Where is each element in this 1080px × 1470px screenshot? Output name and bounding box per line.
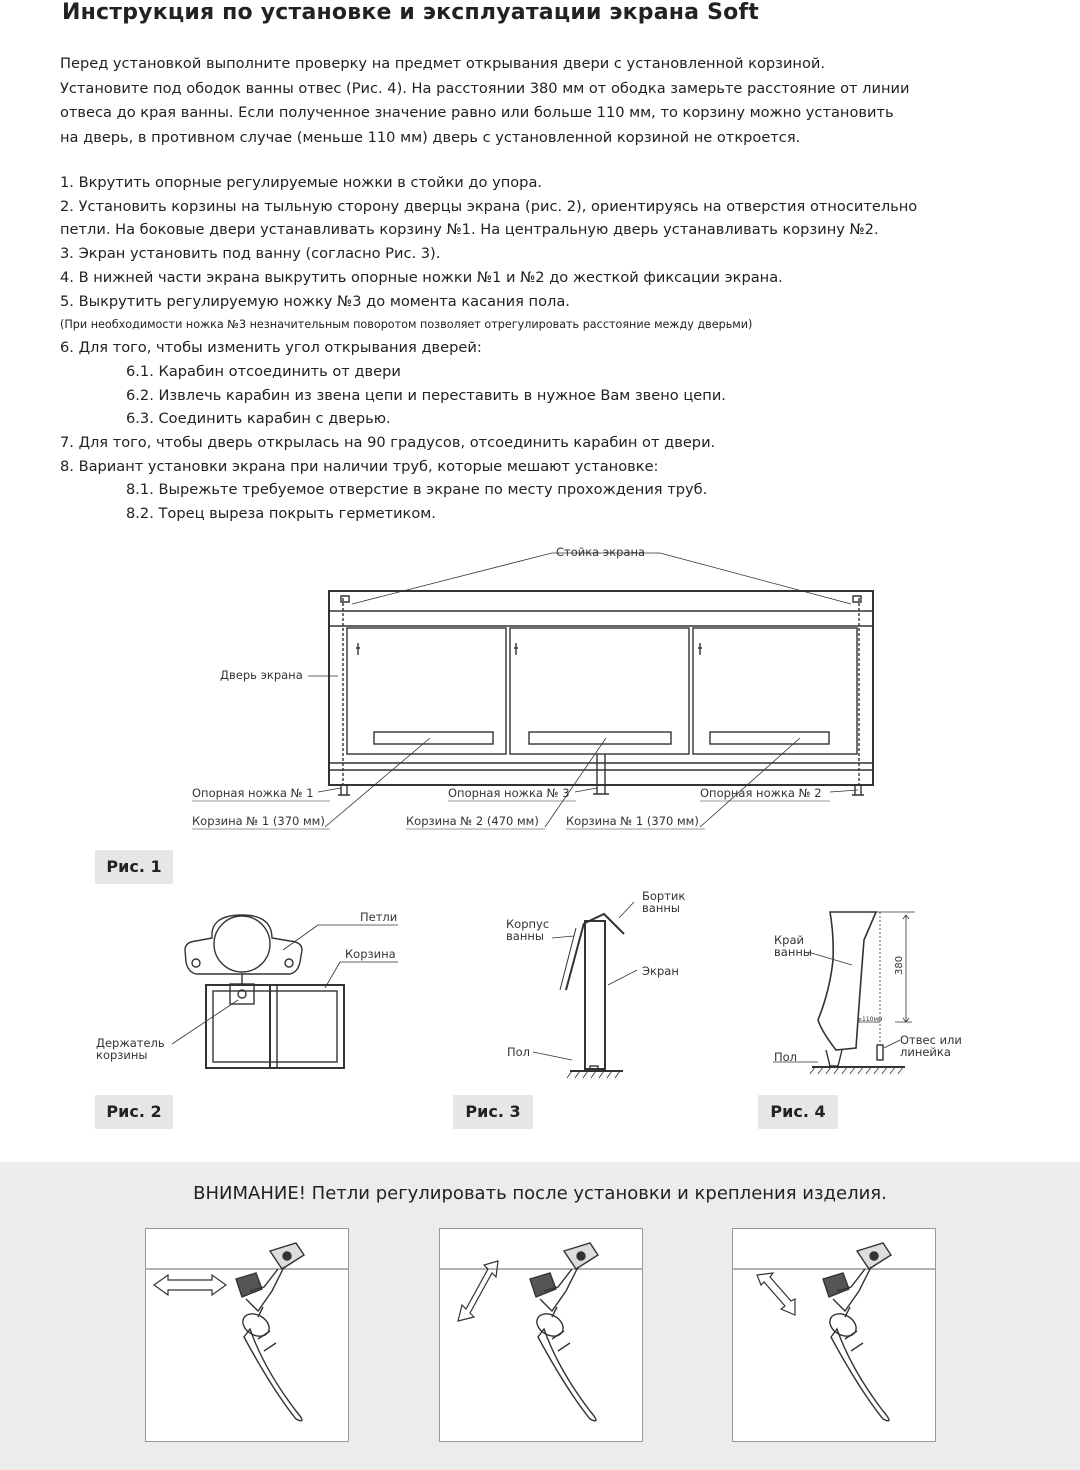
- label-basket-1-left: Корзина № 1 (370 мм): [192, 814, 325, 828]
- label-floor-4: Пол: [774, 1050, 798, 1064]
- step-3: 3. Экран установить под ванну (согласно Рис. 3).: [60, 245, 441, 263]
- step-8-1: 8.1. Вырежьте требуемое отверстие в экране по месту прохождения труб.: [126, 481, 708, 499]
- label-basket-holder: Держатель корзины: [96, 1036, 165, 1062]
- step-6-3: 6.3. Соединить карабин с дверью.: [126, 410, 391, 428]
- hinge-adjust-horizontal: [145, 1228, 349, 1442]
- intro-line: отвеса до края ванны. Если полученное значение равно или больше 110 мм, то корзину можно установить: [60, 104, 894, 121]
- warning-text: ВНИМАНИЕ! Петли регулировать после установки и крепления изделия.: [193, 1183, 887, 1204]
- step-2: 2. Установить корзины на тыльную сторону дверцы экрана (рис. 2), ориентируясь на отверстия относительно: [60, 197, 918, 215]
- label-bath-edge: Край ванны: [774, 933, 812, 959]
- label-hinges: Петли: [360, 910, 398, 924]
- label-leg-2: Опорная ножка № 2: [700, 786, 822, 800]
- label-bath-body: Корпус ванны: [506, 917, 550, 943]
- label-stand: Стойка экрана: [556, 545, 646, 559]
- label-basket: Корзина: [345, 947, 396, 961]
- label-leg-1: Опорная ножка № 1: [192, 786, 314, 800]
- fig4-caption: Рис. 4: [758, 1095, 838, 1129]
- intro-line: на дверь, в противном случае (меньше 110 мм) дверь с установленной корзиной не откроется.: [60, 128, 801, 146]
- hinge-icon: [823, 1243, 891, 1421]
- hinge-icon: [530, 1243, 598, 1421]
- step-8: 8. Вариант установки экрана при наличии труб, которые мешают установке:: [60, 457, 659, 475]
- step-2-cont: петли. На боковые двери устанавливать корзину №1. На центральную дверь устанавливать корзину №2.: [60, 221, 879, 239]
- page-title: Инструкция по установке и эксплуатации экрана Soft: [62, 0, 759, 25]
- double-arrow-diagonal-icon: [458, 1261, 498, 1321]
- step-6: 6. Для того, чтобы изменить угол открывания дверей:: [60, 339, 482, 357]
- step-6-1: 6.1. Карабин отсоединить от двери: [126, 362, 401, 380]
- step-6-2: 6.2. Извлечь карабин из звена цепи и переставить в нужное Вам звено цепи.: [126, 386, 726, 404]
- label-bath-rim: Бортик ванны: [642, 889, 686, 915]
- intro-line: Установите под ободок ванны отвес (Рис. 4). На расстоянии 380 мм от ободка замерьте расстояние от линии: [60, 79, 910, 97]
- fig3-caption: Рис. 3: [453, 1095, 533, 1129]
- step-4: 4. В нижней части экрана выкрутить опорные ножки №1 и №2 до жесткой фиксации экрана.: [60, 268, 783, 286]
- fig2-caption: Рис. 2: [95, 1095, 173, 1129]
- double-arrow-diagonal-icon: [757, 1273, 795, 1315]
- double-arrow-horizontal-icon: [154, 1275, 226, 1295]
- label-basket-2: Корзина № 2 (470 мм): [406, 814, 539, 828]
- label-leg-3: Опорная ножка № 3: [448, 786, 570, 800]
- label-screen: Экран: [642, 964, 679, 978]
- label-dim-110: ≥110мм: [857, 1016, 883, 1023]
- hinge-adjust-vertical: [732, 1228, 936, 1442]
- label-dim-380: 380: [894, 955, 905, 975]
- label-door: Дверь экрана: [220, 668, 303, 682]
- label-basket-1-right: Корзина № 1 (370 мм): [566, 814, 699, 828]
- fig1-caption: Рис. 1: [95, 850, 173, 884]
- hinge-adjust-depth: [439, 1228, 643, 1442]
- label-plumb: Отвес или линейка: [900, 1033, 962, 1059]
- step-7: 7. Для того, чтобы дверь открылась на 90 градусов, отсоединить карабин от двери.: [60, 434, 716, 452]
- fig2-basket-drawing: [172, 915, 398, 1068]
- hinge-icon: [236, 1243, 304, 1421]
- step-5: 5. Выкрутить регулируемую ножку №3 до момента касания пола.: [60, 292, 570, 310]
- step-1: 1. Вкрутить опорные регулируемые ножки в стойки до упора.: [60, 174, 543, 191]
- step-5-note: (При необходимости ножка №3 незначительным поворотом позволяет отрегулировать расстояние между дверьми): [60, 318, 753, 332]
- step-8-2: 8.2. Торец выреза покрыть герметиком.: [126, 505, 436, 523]
- intro-line: Перед установкой выполните проверку на предмет открывания двери с установленной корзиной.: [60, 55, 826, 72]
- label-floor-3: Пол: [507, 1045, 531, 1059]
